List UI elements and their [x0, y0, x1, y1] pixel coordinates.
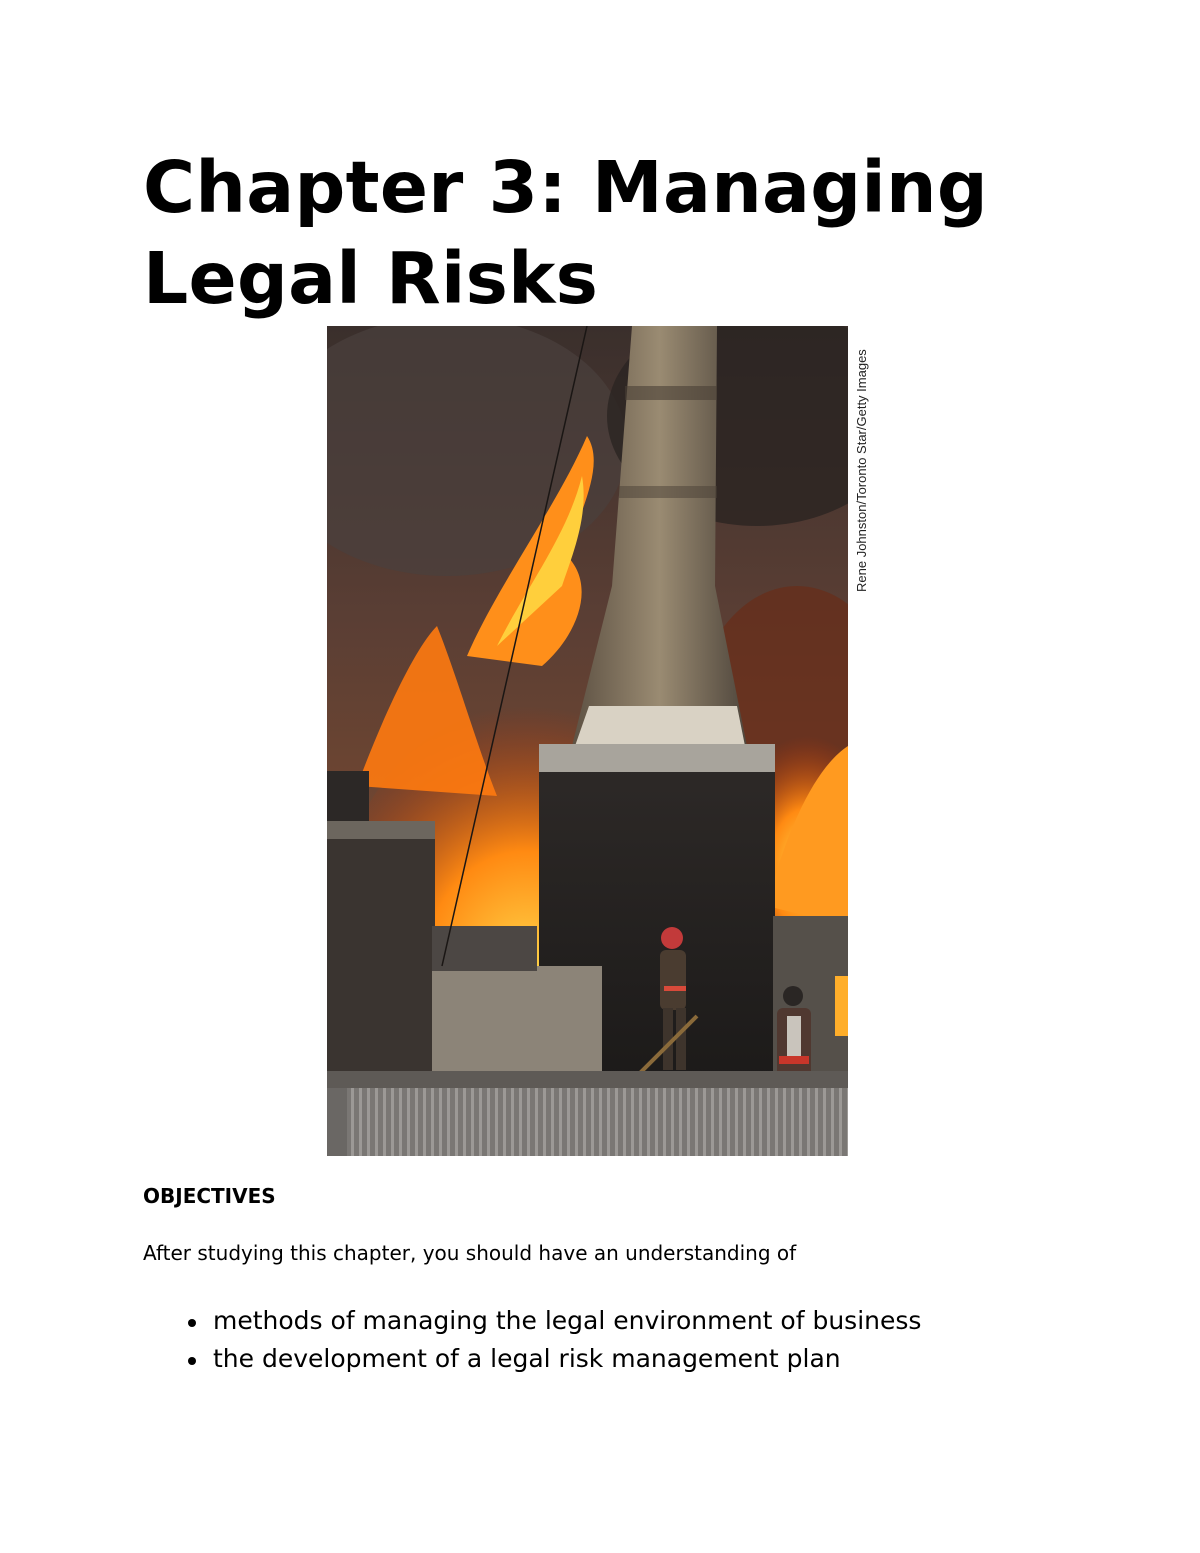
- objectives-intro: After studying this chapter, you should have an understanding of: [143, 1241, 797, 1265]
- photo-credit: Rene Johnston/Toronto Star/Getty Images: [854, 349, 869, 592]
- chapter-title: Chapter 3: Managing Legal Risks: [143, 146, 988, 320]
- objectives-heading: OBJECTIVES: [143, 1184, 276, 1208]
- building-fire-photo: [327, 326, 848, 1156]
- objectives-list: [186, 1302, 921, 1378]
- list-item: methods of managing the legal environment of business: [186, 1302, 921, 1340]
- list-item: the development of a legal risk management plan: [186, 1340, 921, 1378]
